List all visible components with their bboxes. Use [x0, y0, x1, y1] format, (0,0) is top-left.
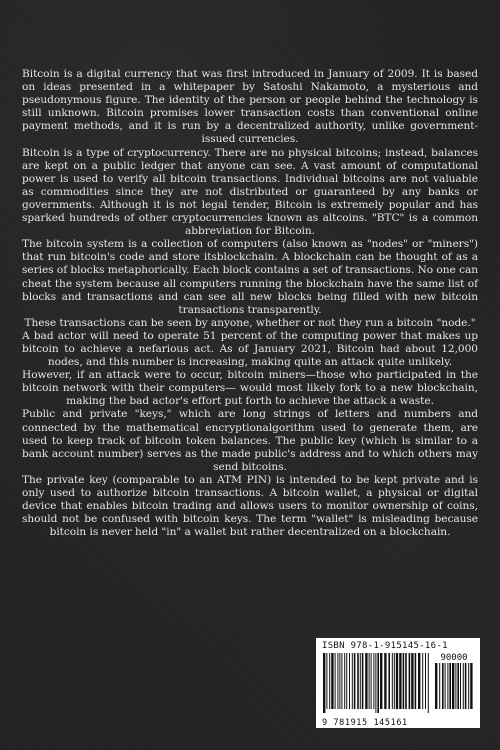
barcode-bar — [384, 653, 386, 709]
paragraph-keys: Public and private "keys," which are long strings of letters and numbers and connected by the mathematical encryptionalgorithm used to generate them, are used to keep track of bitcoin token balances. The public key (which is similar to a bank account number) serves as the made public's address and to which others may send bitcoins. — [22, 408, 478, 473]
paragraph-private-key: The private key (comparable to an ATM PIN) is intended to be kept private and is only used to authorize bitcoin transactions. A bitcoin wallet, a physical or digital device that enables bitcoin trading and allows users to monitor ownership of coins, should not be confused with bitcoin keys. The term "wallet" is misleading because bitcoin is never held "in" a wallet but rather decentralized on a blockchain. — [22, 473, 478, 539]
barcode-bar — [323, 653, 325, 713]
barcode-bar — [465, 663, 467, 709]
barcode-bar — [373, 653, 374, 709]
paragraph-system: The bitcoin system is a collection of computers (also known as "nodes" or "miners") that run bitcoin's code and store itsblockchain. A blockchain can be thought of as a series of blocks metaphorically. Each block contains a set of transactions. No one can cheat the system because all computers running the blockchain have the same list of blocks and transactions and can see all new blocks being filled with new bitcoin transactions transparently. — [22, 238, 478, 316]
paragraph-fork: However, if an attack were to occur, bitcoin miners—those who participated in the bitcoin network with their computers— would most likely fork to a new blockchain, making the bad actor's effort put forth to achieve the attack a waste. — [22, 369, 478, 408]
barcode-bar — [447, 663, 448, 709]
barcode-bar — [418, 653, 420, 709]
barcode-bar — [380, 653, 382, 709]
barcode-bar — [346, 653, 347, 709]
barcode-bar — [435, 663, 437, 709]
barcode-bar — [396, 653, 398, 709]
addon-barcode-bars — [434, 663, 474, 713]
barcode-bar — [399, 653, 401, 709]
barcode-bar — [349, 653, 350, 709]
barcode-bar — [341, 653, 342, 709]
barcode-bar — [415, 653, 417, 709]
isbn-barcode — [316, 638, 480, 728]
barcode-bar — [457, 663, 459, 709]
barcode-bar — [331, 653, 333, 709]
barcode-bar — [463, 663, 464, 709]
addon-price: 90000 — [440, 653, 468, 663]
barcode-bar — [371, 653, 372, 709]
barcode-bar — [369, 653, 370, 709]
isbn-label: ISBN 978-1-915145-16-1 — [322, 641, 448, 651]
barcode-bar — [394, 653, 395, 709]
paragraph-bad-actor: A bad actor will need to operate 51 percent of the computing power that makes up bitcoin to achieve a nefarious act. As of January 2021, Bitcoin had about 12,000 nodes, and this number is increasing, making quite an attack quite unlikely. — [22, 329, 478, 369]
paragraph-intro: Bitcoin is a digital currency that was first introduced in January of 2009. It is based on ideas presented in a whitepaper by Satoshi Nakamoto, a mysterious and pseudonymous figure. The identity of the person or people behind the technology is still unknown. Bitcoin promises lower transaction costs than conventional online payment methods, and it is run by a decentralized authority, unlike government-issued currencies. — [22, 68, 478, 146]
blurb-text — [22, 68, 478, 539]
barcode-bar — [422, 653, 423, 709]
barcode-bar — [470, 663, 472, 709]
barcode-bar — [405, 653, 407, 709]
barcode-bar — [409, 653, 411, 709]
paragraph-transparency: These transactions can be seen by anyone, whether or not they run a bitcoin "node." — [24, 316, 476, 329]
barcode-bar — [411, 653, 413, 709]
barcode-bar — [388, 653, 390, 709]
barcode-bar — [403, 653, 405, 709]
barcode-bar — [339, 653, 340, 709]
barcode-bar — [354, 653, 356, 709]
barcode-bar — [468, 663, 469, 709]
barcode-bar — [452, 663, 454, 709]
ean-barcode-bars — [322, 653, 430, 713]
barcode-bar — [442, 663, 444, 709]
barcode-bar — [365, 653, 367, 709]
barcode-bar — [357, 653, 359, 709]
barcode-bar — [375, 653, 376, 713]
barcode-bar — [460, 663, 461, 709]
barcode-bar — [326, 653, 327, 709]
barcode-bar — [377, 653, 379, 713]
barcode-bar — [360, 653, 361, 709]
barcode-bar — [445, 663, 446, 709]
barcode-bar — [425, 653, 426, 709]
barcode-bar — [352, 653, 353, 709]
barcode-bar — [362, 653, 364, 709]
barcode-bar — [449, 663, 451, 709]
barcode-bar — [335, 653, 336, 709]
barcode-bar — [344, 653, 345, 709]
barcode-bar — [392, 653, 393, 709]
barcode-bar — [428, 653, 429, 713]
barcode-bar — [455, 663, 456, 709]
ean-digits: 9 781915 145161 — [322, 718, 408, 728]
paragraph-cryptocurrency: Bitcoin is a type of cryptocurrency. There are no physical bitcoins; instead, balances are kept on a public ledger that anyone can see. A vast amount of computational power is used to verify all bitcoin transactions. Individual bitcoins are not valuable as commodities since they are not distributed or guaranteed by any banks or governments. Although it is not legal tender, Bitcoin is extremely popular and has sparked hundreds of other cryptocurrencies known as altcoins. "BTC" is a common abbreviation for Bitcoin. — [22, 146, 478, 238]
barcode-bar — [439, 663, 440, 709]
barcode-bar — [337, 653, 338, 709]
barcode-bar — [329, 653, 330, 709]
